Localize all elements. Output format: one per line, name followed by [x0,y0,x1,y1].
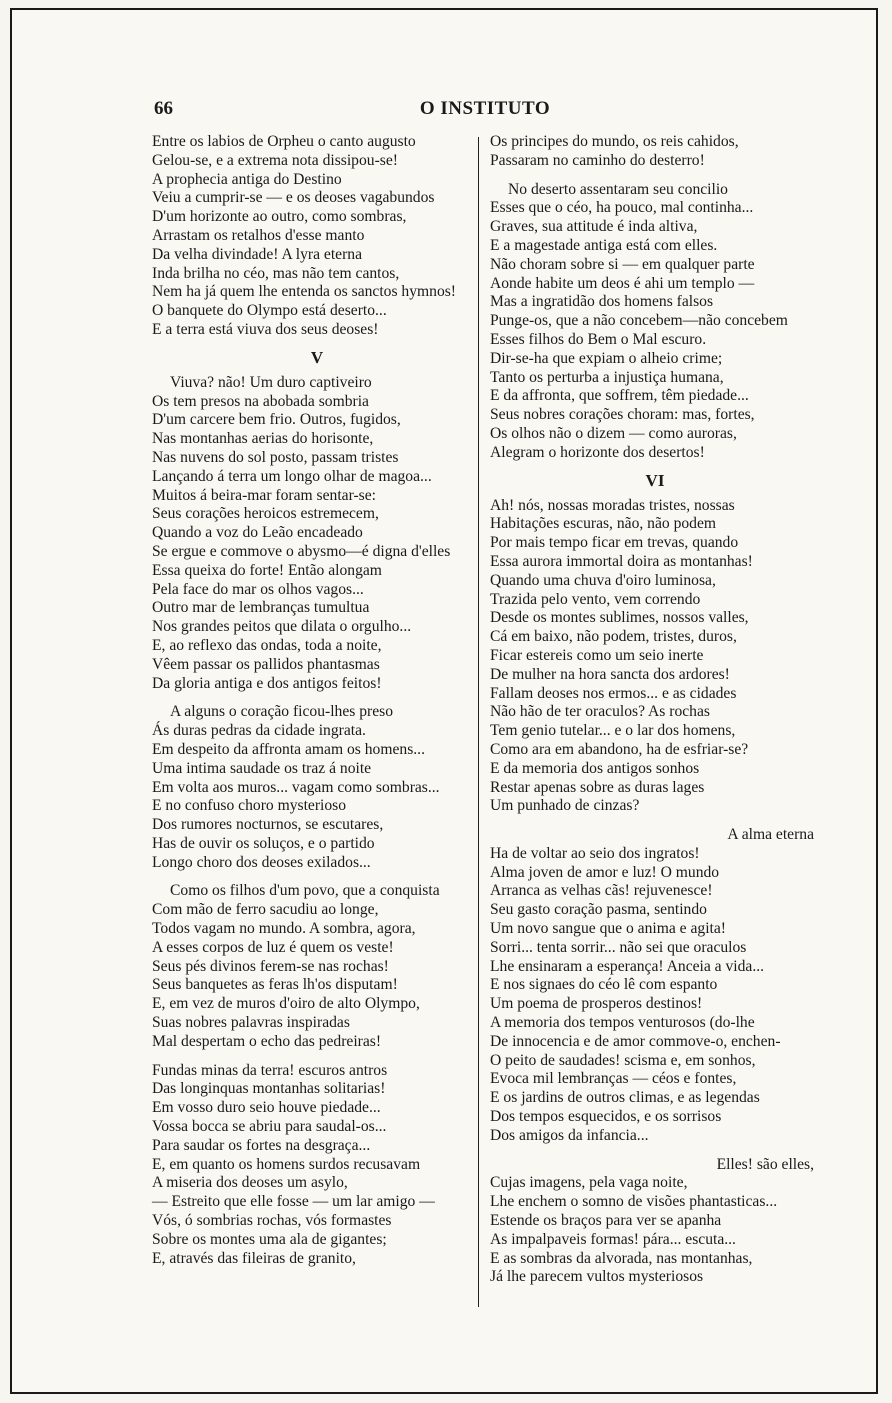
verse-line: E nos signaes do céo lê com espanto [490,976,718,994]
verse-line: Para saudar os fortes na desgraça... [152,1136,371,1154]
verse-line: Lhe enchem o somno de visões phantasticas... [490,1193,778,1211]
verse-line: Em vosso duro seio houve piedade... [152,1099,381,1117]
verse-line: Em volta aos muros... vagam como sombras... [152,778,440,796]
stanza [152,1062,482,1269]
verse-line: Nas montanhas aerias do horisonte, [152,430,374,448]
verse-line: A miseria dos deoses um asylo, [152,1174,348,1192]
verse-line: Por mais tempo ficar em trevas, quando [490,534,739,552]
verse-line: Sorri... tenta sorrir... não sei que oraculos [490,938,747,956]
verse-line: Seus banquetes as feras lh'os disputam! [152,976,398,994]
verse-line: Lançando á terra um longo olhar de magoa... [152,467,432,485]
verse-line: O banquete do Olympo está deserto... [152,302,387,320]
verse-line: Seus pés divinos ferem-se nas rochas! [152,957,389,975]
verse-line: Tem genio tutelar... e o lar dos homens, [490,722,736,740]
verse-line: Não choram sobre si — em qualquer parte [490,255,755,273]
verse-line: Punge-os, que a não concebem—não concebem [490,312,788,330]
stanza [152,133,482,340]
verse-line: E no confuso choro mysterioso [152,797,347,815]
verse-line: Da gloria antiga e dos antigos feitos! [152,674,382,692]
verse-line: E os jardins de outros climas, e as legendas [490,1089,760,1107]
verse-line: Vêem passar os pallidos phantasmas [152,655,380,673]
verse-line: Quando uma chuva d'oiro luminosa, [490,571,716,589]
verse-line: Em despeito da affronta amam os homens... [152,740,425,758]
verse-line: A prophecia antiga do Destino [152,170,342,188]
verse-line: E a terra está viuva dos seus deoses! [152,320,379,338]
verse-line: Dos tempos esquecidos, e os sorrisos [490,1108,722,1126]
verse-line: Passaram no caminho do desterro! [490,151,705,169]
verse-line: Uma intima saudade os traz á noite [152,759,372,777]
verse-line: Desde os montes sublimes, nossos valles, [490,609,749,627]
verse-line: Os tem presos na abobada sombria [152,392,369,410]
verse-line: Sobre os montes uma ala de gigantes; [152,1230,387,1248]
verse-line: Nos grandes peitos que dilata o orgulho... [152,618,412,636]
verse-line: Veiu a cumprir-se — e os deoses vagabundos [152,189,435,207]
verse-line: Entre os labios de Orpheu o canto augusto [152,133,416,150]
verse-line: Fallam deoses nos ermos... e as cidades [490,684,737,702]
stanza-gap [152,1052,482,1062]
verse-line: Não hão de ter oraculos? As rochas [490,703,710,721]
verse-line: Arranca as velhas cãs! rejuvenesce! [490,882,713,900]
verse-line: A alma eterna [727,826,814,844]
verse-line: A alguns o coração ficou-lhes preso [170,703,394,721]
section-number: V [310,347,324,367]
left-column [152,133,482,1268]
verse-line: Dos amigos da infancia... [490,1126,649,1144]
stanza [490,497,820,817]
verse-line: E da affronta, que soffrem, têm piedade... [490,387,749,405]
verse-line: Longo choro dos deoses exilados... [152,853,371,871]
verse-line: Seus corações heroicos estremecem, [152,505,379,523]
verse-line: Muitos á beira-mar foram sentar-se: [152,486,376,504]
verse-line: E as sombras da alvorada, nas montanhas, [490,1249,753,1267]
verse-line: Alegram o horizonte dos desertos! [490,443,705,461]
stanza [152,374,482,694]
verse-line: Outro mar de lembranças tumultua [152,599,370,617]
verse-line: Cá em baixo, não podem, tristes, duros, [490,628,737,646]
right-column [490,133,820,1287]
verse-line: E a magestade antiga está com elles. [490,236,718,254]
verse-line: Mal despertam o echo das pedreiras! [152,1032,382,1050]
verse-line: A esses corpos de luz é quem os veste! [152,938,394,956]
verse-line: Todos vagam no mundo. A sombra, agora, [152,920,416,938]
page-number: 66 [154,98,173,119]
verse-line: Lhe ensinaram a esperança! Anceia a vida... [490,957,765,975]
verse-line: Vós, ó sombrias rochas, vós formastes [152,1212,392,1230]
verse-line: Da velha divindade! A lyra eterna [152,245,362,263]
verse-line: O peito de saudades! scisma e, em sonhos, [490,1051,756,1069]
page-header [150,92,820,122]
verse-line: Habitações escuras, não, não podem [490,515,717,533]
stanza-gap [152,693,482,703]
verse-line: Nas nuvens do sol posto, passam tristes [152,448,399,466]
verse-line: D'um carcere bem frio. Outros, fugidos, [152,411,401,429]
verse-line: A memoria dos tempos venturosos (do-lhe [490,1014,755,1032]
verse-line: Essa aurora immortal doira as montanhas! [490,552,753,570]
verse-line: Um punhado de cinzas? [490,797,640,815]
verse-line: De mulher na hora sancta dos ardores! [490,665,730,683]
verse-line: Ás duras pedras da cidade ingrata. [152,722,366,740]
verse-line: E, em quanto os homens surdos recusavam [152,1155,421,1173]
verse-line: Has de ouvir os soluços, e o partido [152,834,375,852]
stanza-gap [490,1146,820,1156]
verse-line: Dir-se-ha que expiam o alheio crime; [490,349,723,367]
verse-line: E da memoria dos antigos sonhos [490,759,700,777]
verse-line: Fundas minas da terra! escuros antros [152,1061,388,1079]
verse-line: Ah! nós, nossas moradas tristes, nossas [490,496,735,514]
stanza [490,1174,820,1287]
verse-line: Esses filhos do Bem o Mal escuro. [490,330,707,348]
verse-line: Das longinquas montanhas solitarias! [152,1080,386,1098]
verse-line: Os olhos não o dizem — como auroras, [490,424,737,442]
verse-line: Essa queixa do forte! Então alongam [152,561,382,579]
verse-line: As impalpaveis formas! pára... escuta... [490,1230,736,1248]
verse-line: Seu gasto coração pasma, sentindo [490,901,707,919]
verse-line: Suas nobres palavras inspiradas [152,1014,350,1032]
verse-line: E, ao reflexo das ondas, toda a noite, [152,636,382,654]
verse-line: Seus nobres corações choram: mas, fortes, [490,406,755,424]
verse-line: Pela face do mar os olhos vagos... [152,580,364,598]
verse-line: Aonde habite um deos é ahi um templo — [490,274,755,292]
verse-line: Os principes do mundo, os reis cahidos, [490,133,739,150]
verse-line: Elles! são elles, [716,1155,814,1173]
verse-line: E, através das fileiras de granito, [152,1249,356,1267]
verse-line: No deserto assentaram seu concilio [508,180,728,198]
verse-line: Restar apenas sobre as duras lages [490,778,705,796]
verse-line: E, em vez de muros d'oiro de alto Olympo, [152,995,420,1013]
verse-line: Quando a voz do Leão encadeado [152,524,363,542]
verse-line: Com mão de ferro sacudiu ao longe, [152,901,379,919]
verse-line: Graves, sua attitude é inda altiva, [490,218,698,236]
verse-line: D'um horizonte ao outro, como sombras, [152,208,407,226]
verse-line: Vossa bocca se abriu para saudal-os... [152,1118,387,1136]
verse-line: Nem ha já quem lhe entenda os sanctos hymnos! [152,283,457,301]
verse-line: Um novo sangue que o anima e agita! [490,920,727,938]
verse-line: Gelou-se, e a extrema nota dissipou-se! [152,151,398,169]
verse-line: Mas a ingratidão dos homens falsos [490,293,714,311]
verse-line: Alma joven de amor e luz! O mundo [490,863,720,881]
verse-line: De innocencia e de amor commove-o, enchen- [490,1032,781,1050]
verse-line: Tanto os perturba a injustiça humana, [490,368,724,386]
verse-line: — Estreito que elle fosse — um lar amigo — [152,1193,435,1211]
stanza [152,882,482,1051]
running-title: O INSTITUTO [419,98,551,119]
stanza [490,181,820,463]
stanza [152,703,482,872]
stanza [490,133,820,171]
verse-line: Como ara em abandono, ha de esfriar-se? [490,740,749,758]
verse-line: Como os filhos d'um povo, que a conquista [170,882,440,900]
stanza-gap [490,816,820,826]
verse-line: Ha de voltar ao seio dos ingratos! [490,844,700,862]
verse-line: Evoca mil lembranças — céos e fontes, [490,1070,737,1088]
verse-line: Inda brilha no céo, mas não tem cantos, [152,264,400,282]
verse-line: Arrastam os retalhos d'esse manto [152,226,365,244]
verse-line: Trazida pelo vento, vem correndo [490,590,701,608]
verse-line: Ficar estereis como um seio inerte [490,646,704,664]
stanza-gap [490,171,820,181]
verse-line: Dos rumores nocturnos, se escutares, [152,816,384,834]
verse-line: Cujas imagens, pela vaga noite, [490,1174,688,1192]
verse-line: Estende os braços para ver se apanha [490,1212,722,1230]
verse-line: Viuva? não! Um duro captiveiro [170,373,372,391]
stanza [490,845,820,1146]
verse-line: Já lhe parecem vultos mysteriosos [490,1268,704,1286]
section-number: VI [645,470,665,490]
verse-line: Um poema de prosperos destinos! [490,995,703,1013]
stanza-gap [152,872,482,882]
verse-line: Se ergue e commove o abysmo—é digna d'elles [152,542,451,560]
verse-line: Esses que o céo, ha pouco, mal continha... [490,199,754,217]
